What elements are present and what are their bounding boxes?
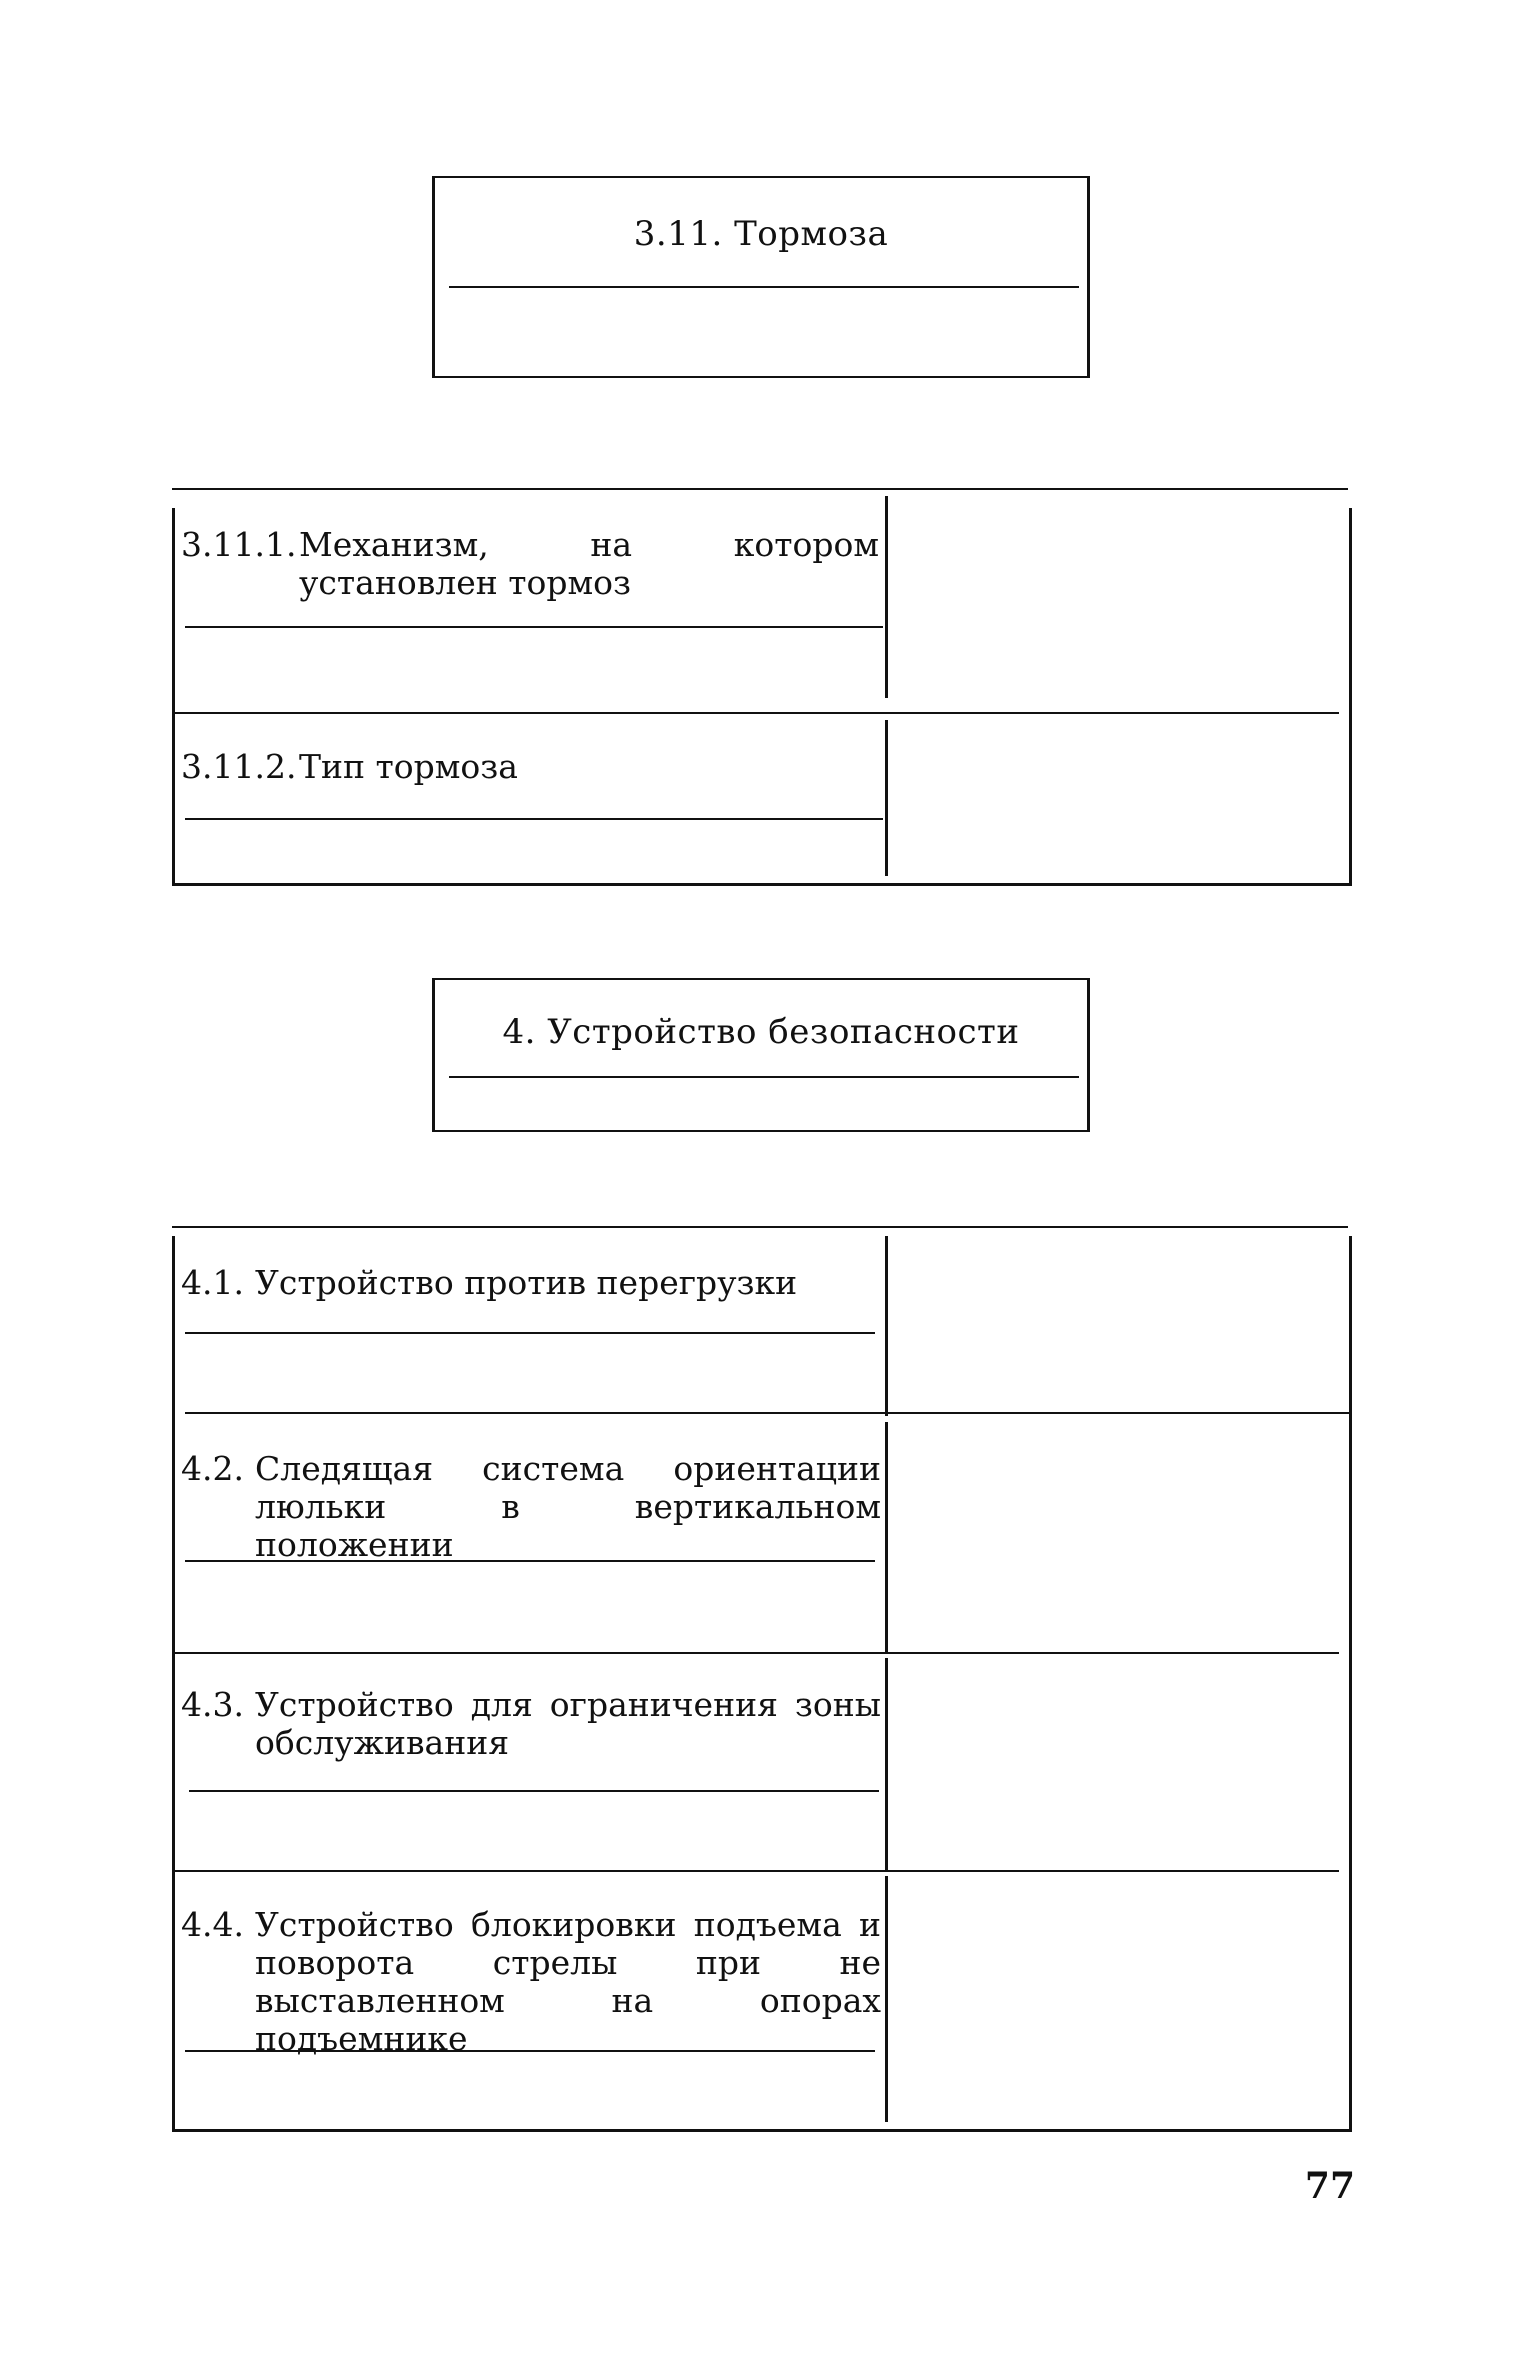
safety-table [172, 1236, 1352, 2132]
column-divider [885, 1876, 888, 2122]
column-divider [885, 496, 888, 698]
page-number: 77 [1304, 2165, 1355, 2207]
item-number: 3.11.2. [181, 747, 297, 786]
item-text: Механизм, на котором установлен тормоз [299, 525, 879, 602]
table-top-rule [172, 1226, 1348, 1228]
section-fill-line [449, 286, 1079, 288]
answer-line [185, 1332, 875, 1334]
column-divider [885, 1658, 888, 1870]
column-divider [885, 1236, 888, 1416]
item-text: Устройство против перегрузки [255, 1263, 798, 1302]
item-number: 4.2. [181, 1449, 244, 1488]
item-number: 4.3. [181, 1685, 244, 1724]
answer-line [185, 2050, 875, 2052]
item-text: Тип тормоза [299, 747, 518, 786]
section-title-safety: 4. Устройство безопасности [502, 1012, 1020, 1052]
section-header-safety [432, 978, 1090, 1132]
answer-line [185, 1560, 875, 1562]
section-title-brakes: 3.11. Тормоза [633, 214, 889, 254]
section-header-brakes [432, 176, 1090, 378]
column-divider [885, 1422, 888, 1652]
brakes-table [172, 508, 1352, 886]
row-separator [175, 712, 1339, 714]
item-text: Следящая система ориентации люльки в вертикальном положении [255, 1449, 881, 1564]
row-separator [175, 1652, 1339, 1654]
row-separator [175, 1870, 1339, 1872]
answer-line [189, 1790, 879, 1792]
answer-line [185, 626, 883, 628]
item-number: 4.4. [181, 1905, 244, 1944]
item-text: Устройство для ограничения зоны обслуживания [255, 1685, 881, 1762]
answer-line [185, 818, 883, 820]
item-text: Устройство блокировки подъема и поворота стрелы при не выставленном на опорах подъемнике [255, 1905, 881, 2058]
row-separator [185, 1412, 1349, 1414]
item-number: 3.11.1. [181, 525, 297, 564]
column-divider [885, 720, 888, 876]
section-fill-line [449, 1076, 1079, 1078]
item-number: 4.1. [181, 1263, 244, 1302]
table-top-rule [172, 488, 1348, 490]
